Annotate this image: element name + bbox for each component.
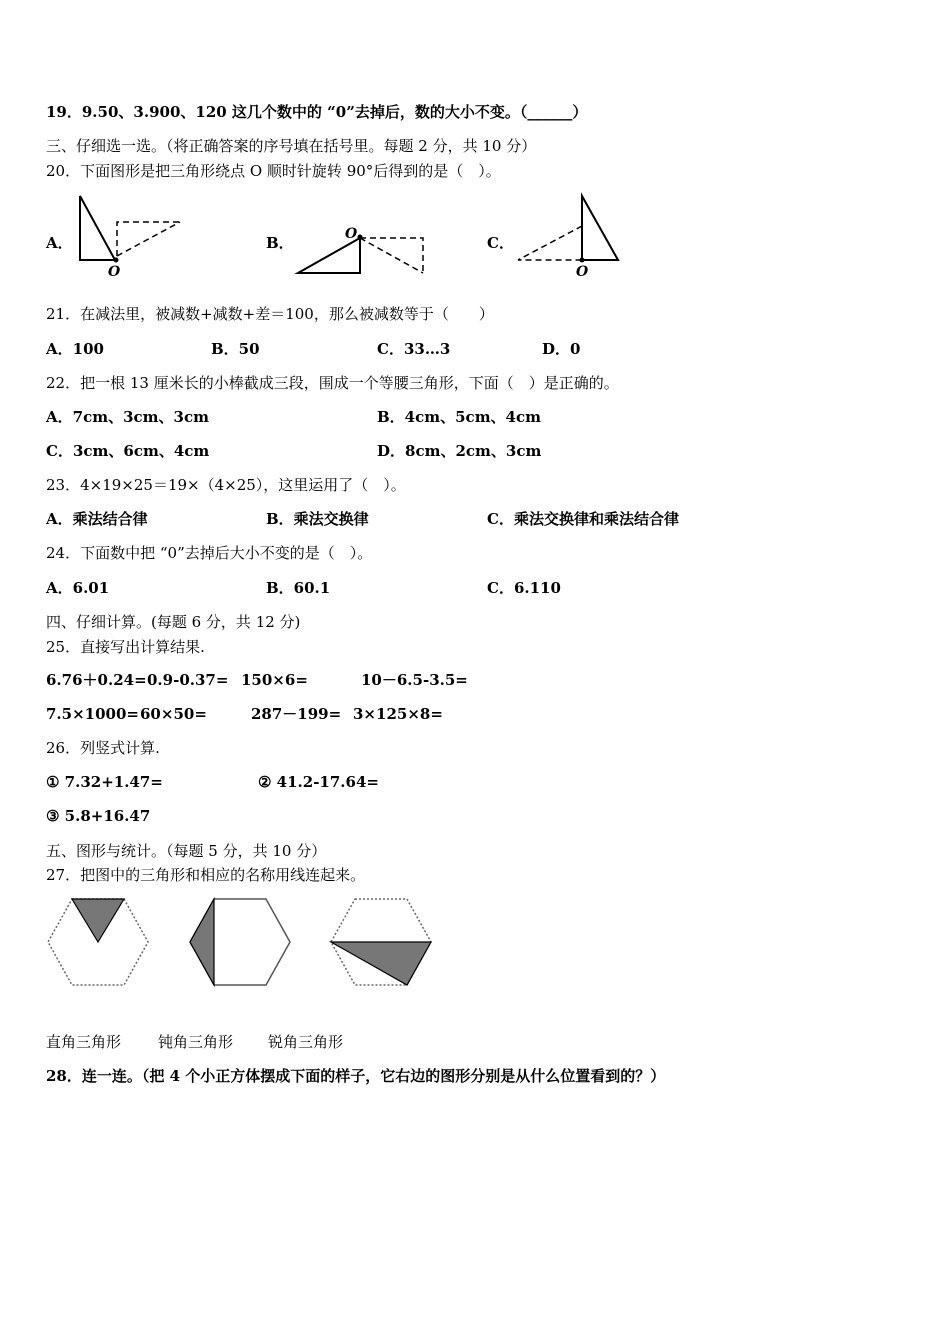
question-23-stem: 23．4×19×25＝19×（4×25），这里运用了（ ）。: [46, 476, 406, 494]
q20-option-c-label: C．: [487, 234, 514, 252]
q20-c-point-o: O: [576, 264, 589, 280]
q24-option-c: C．6.110: [487, 579, 561, 597]
question-22-stem: 22．把一根 13 厘米长的小棒截成三段，围成一个等腰三角形，下面（ ）是正确的。: [46, 374, 619, 392]
question-24-stem: 24．下面数中把 “0”去掉后大小不变的是（ ）。: [46, 544, 373, 562]
q21-option-c: C．33…3: [377, 340, 451, 358]
q25-row1-item: 10－6.5-3.5=: [361, 671, 468, 689]
q20-b-point-o: O: [345, 226, 358, 242]
q22-option-c: C．3cm、6cm、4cm: [46, 442, 210, 460]
q20-figure-a: [70, 190, 200, 280]
q25-row2-item: 7.5×1000=: [46, 705, 139, 723]
q20-option-a-label: A．: [46, 234, 73, 252]
q22-option-d: D．8cm、2cm、3cm: [377, 442, 542, 460]
q27-hexagon-1: [46, 895, 151, 990]
q25-row1-item: 0.9-0.37=: [147, 671, 229, 689]
question-27-stem: 27．把图中的三角形和相应的名称用线连起来。: [46, 866, 366, 884]
q22-option-b: B．4cm、5cm、4cm: [377, 408, 542, 426]
q24-option-a: A．6.01: [46, 579, 110, 597]
q23-option-c: C．乘法交换律和乘法结合律: [487, 510, 679, 528]
q27-name-right-triangle: 直角三角形: [46, 1033, 122, 1051]
question-20-stem: 20．下面图形是把三角形绕点 O 顺时针旋转 90°后得到的是（ ）。: [46, 162, 501, 180]
q26-item-2: ② 41.2-17.64=: [258, 773, 379, 791]
q23-option-a: A．乘法结合律: [46, 510, 148, 528]
q20-figure-c: [510, 190, 640, 280]
section-5-heading: 五、图形与统计。（每题 5 分，共 10 分）: [46, 842, 327, 860]
q27-name-acute-triangle: 锐角三角形: [268, 1033, 344, 1051]
q25-row2-item: 287－199=: [251, 705, 342, 723]
q25-row1-item: 6.76＋0.24=: [46, 671, 147, 689]
q22-option-a: A．7cm、3cm、3cm: [46, 408, 209, 426]
q27-hexagon-2: [188, 895, 293, 990]
q20-figure-b: [290, 220, 440, 290]
q25-row2-item: 60×50=: [140, 705, 207, 723]
q25-row2-item: 3×125×8=: [353, 705, 443, 723]
q26-item-3: ③ 5.8+16.47: [46, 807, 151, 825]
q20-a-point-o: O: [108, 264, 121, 280]
question-28: 28．连一连。（把 4 个小正方体摆成下面的样子，它右边的图形分别是从什么位置看到的？）: [46, 1067, 666, 1085]
q27-hexagon-3: [329, 895, 434, 990]
question-26-stem: 26．列竖式计算.: [46, 739, 160, 757]
q21-option-a: A．100: [46, 340, 104, 358]
q20-option-b-label: B．: [266, 234, 294, 252]
q26-item-1: ① 7.32+1.47=: [46, 773, 163, 791]
question-25-stem: 25．直接写出计算结果.: [46, 638, 205, 656]
question-19: 19．9.50、3.900、120 这几个数中的 “0”去掉后，数的大小不变。（______）: [46, 103, 588, 121]
q23-option-b: B．乘法交换律: [266, 510, 369, 528]
q25-row1-item: 150×6=: [241, 671, 308, 689]
q24-option-b: B．60.1: [266, 579, 331, 597]
question-21-stem: 21．在减法里，被减数+减数+差＝100，那么被减数等于（ ）: [46, 305, 494, 323]
q21-option-d: D．0: [542, 340, 581, 358]
section-3-heading: 三、仔细选一选。（将正确答案的序号填在括号里。每题 2 分，共 10 分）: [46, 137, 537, 155]
q27-name-obtuse-triangle: 钝角三角形: [158, 1033, 234, 1051]
section-4-heading: 四、仔细计算。(每题 6 分，共 12 分): [46, 613, 301, 631]
q21-option-b: B．50: [211, 340, 260, 358]
